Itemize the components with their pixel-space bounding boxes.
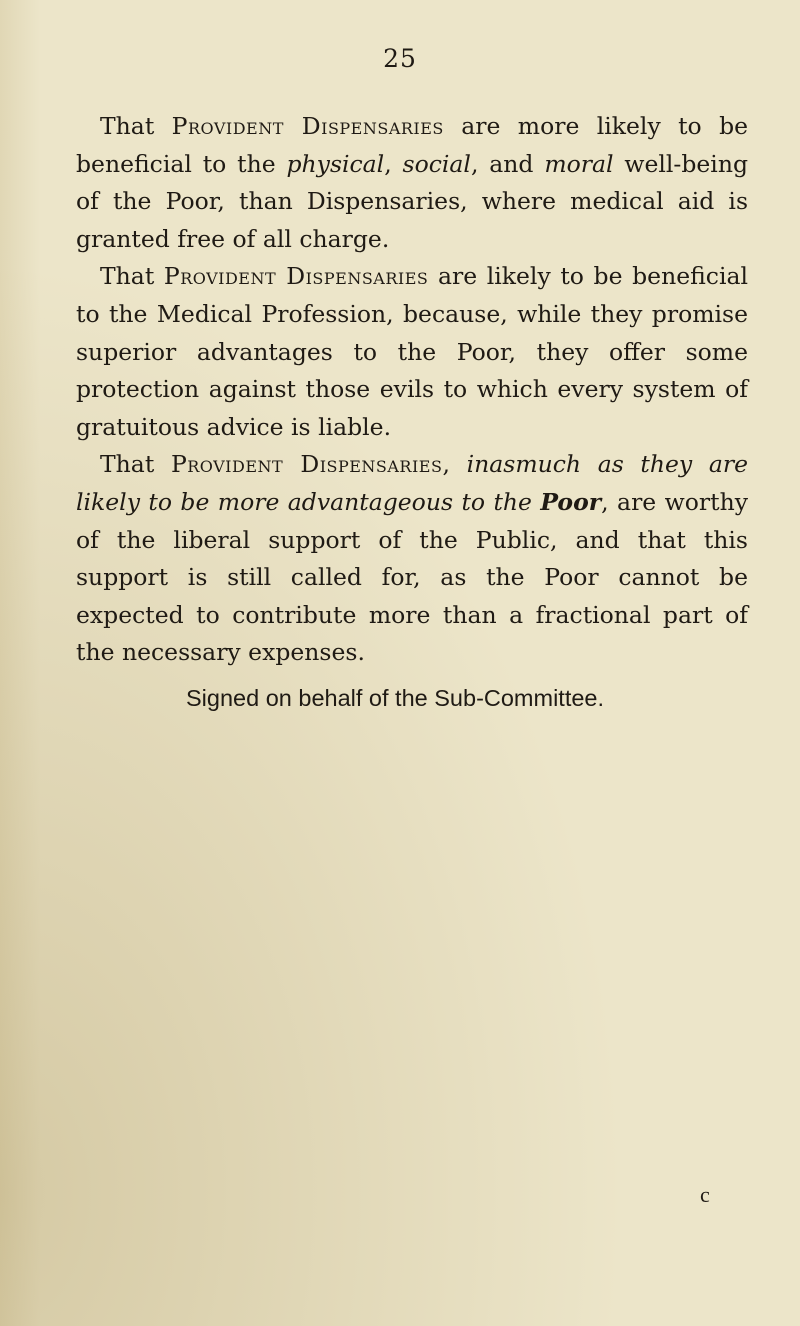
text-segment: , are worthy of the liberal support of the Public, and that this support is still called for, as the Poor cannot be expected to contribute more than a fractional part of the necessary expenses. bbox=[76, 487, 748, 667]
text-segment: , and bbox=[470, 149, 545, 178]
text-segment: , bbox=[384, 149, 403, 178]
text-segment-smallcaps: Provident Dispensaries bbox=[171, 112, 444, 140]
text-segment: That bbox=[100, 450, 171, 479]
text-segment-italic: physical bbox=[286, 149, 385, 178]
text-segment: well-being of the Poor, than Dispensaries, where medical aid is granted free of all charge. bbox=[76, 149, 748, 253]
signed-line: Signed on behalf of the Sub-Committee. bbox=[186, 684, 605, 711]
document-body bbox=[76, 108, 748, 718]
text-segment-italic: social bbox=[402, 149, 471, 178]
paragraph-3 bbox=[76, 446, 748, 672]
signature-mark: c bbox=[700, 1182, 710, 1207]
text-segment: , bbox=[442, 450, 467, 479]
text-segment-italic: inasmuch as they are likely to be more advantageous to the bbox=[76, 450, 749, 516]
text-segment-bold-italic: Poor bbox=[540, 487, 602, 516]
page-number: 25 bbox=[383, 44, 417, 73]
text-segment: are likely to be beneficial to the Medical Profession, because, while they promise superior advantages to the Poor, they offer some protection against those evils to which every system of gratuitous advice is liable. bbox=[76, 262, 749, 441]
text-segment-smallcaps: Provident Dispensaries bbox=[163, 262, 429, 291]
text-segment: That bbox=[100, 262, 164, 291]
paragraph-1 bbox=[76, 108, 748, 258]
text-segment: are more likely to be beneficial to the bbox=[76, 112, 749, 178]
text-segment-italic: moral bbox=[544, 149, 614, 178]
text-segment-smallcaps: Provident Dispensaries bbox=[170, 450, 443, 479]
paragraph-2 bbox=[76, 258, 748, 446]
text-segment: That bbox=[100, 112, 172, 140]
